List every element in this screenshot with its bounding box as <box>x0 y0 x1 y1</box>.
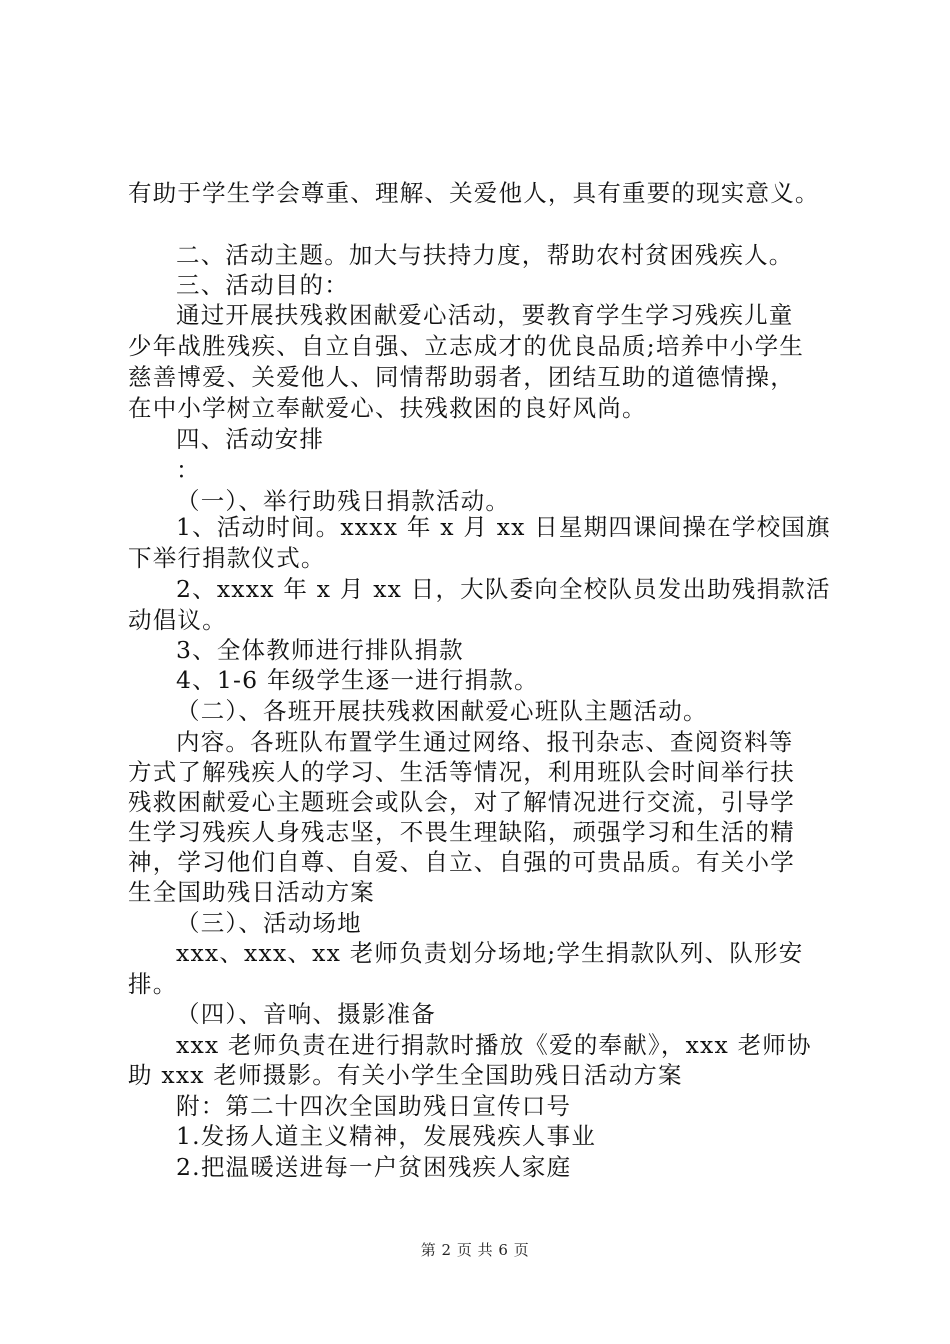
text-line: 4、1-6 年级学生逐一进行捐款。 <box>176 666 539 694</box>
text-line: xxx 老师负责在进行捐款时播放《爱的奉献》，xxx 老师协 <box>176 1031 812 1059</box>
text-line: 三、活动目的： <box>176 271 349 299</box>
section-heading: （三）、活动场地 <box>176 909 362 937</box>
text-line: 附：第二十四次全国助残日宣传口号 <box>176 1092 572 1120</box>
text-line: 少年战胜残疾、自立自强、立志成才的优良品质;培养中小学生 <box>128 332 805 360</box>
section-heading: （四）、音响、摄影准备 <box>176 1000 436 1028</box>
text-line: 1.发扬人道主义精神，发展残疾人事业 <box>176 1122 597 1150</box>
section-heading: （二）、各班开展扶残救困献爱心班队主题活动。 <box>176 697 708 725</box>
text-line: 内容。各班队布置学生通过网络、报刊杂志、查阅资料等 <box>176 728 794 756</box>
page-number-footer: 第 2 页 共 6 页 <box>420 1241 530 1259</box>
text-line: 残救困献爱心主题班会或队会，对了解情况进行交流，引导学 <box>128 788 795 816</box>
text-line: 在中小学树立奉献爱心、扶残救困的良好风尚。 <box>128 394 647 422</box>
text-line: 二、活动主题。加大与扶持力度，帮助农村贫困残疾人。 <box>176 241 794 269</box>
text-line: 方式了解残疾人的学习、生活等情况，利用班队会时间举行扶 <box>128 758 795 786</box>
text-line: ： <box>176 456 201 484</box>
text-line: 下举行捐款仪式。 <box>128 544 326 572</box>
text-line: 1、活动时间。xxxx 年 x 月 xx 日星期四课间操在学校国旗 <box>176 513 831 541</box>
text-line: 动倡议。 <box>128 606 227 634</box>
text-line: 助 xxx 老师摄影。有关小学生全国助残日活动方案 <box>128 1061 683 1089</box>
text-line: 通过开展扶残救困献爱心活动，要教育学生学习残疾儿童 <box>176 301 794 329</box>
text-line: 神，学习他们自尊、自爱、自立、自强的可贵品质。有关小学 <box>128 848 795 876</box>
text-line: xxx、xxx、xx 老师负责划分场地;学生捐款队列、队形安 <box>176 939 804 967</box>
text-line: 2.把温暖送进每一户贫困残疾人家庭 <box>176 1153 572 1181</box>
section-heading: 四、活动安排 <box>176 425 325 453</box>
text-line: 2、xxxx 年 x 月 xx 日，大队委向全校队员发出助残捐款活 <box>176 575 831 603</box>
text-line: 3、全体教师进行排队捐款 <box>176 636 464 664</box>
section-heading: （一）、举行助残日捐款活动。 <box>176 487 511 515</box>
text-line: 排。 <box>128 970 178 998</box>
text-line: 慈善博爱、关爱他人、同情帮助弱者，团结互助的道德情操， <box>128 363 795 391</box>
text-line: 生学习残疾人身残志坚，不畏生理缺陷，顽强学习和生活的精 <box>128 818 795 846</box>
text-line: 生全国助残日活动方案 <box>128 878 375 906</box>
text-line: 有助于学生学会尊重、理解、关爱他人，具有重要的现实意义。 <box>128 179 820 207</box>
